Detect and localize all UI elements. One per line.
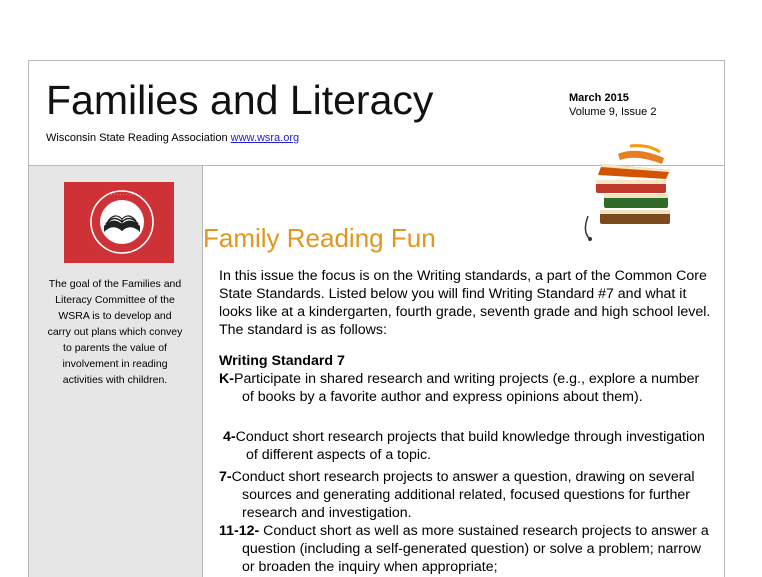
- website-link[interactable]: www.wsra.org: [230, 132, 300, 144]
- wsra-logo: [64, 182, 174, 263]
- frame-right-rule: [724, 60, 725, 577]
- logo-ring-text: · · · · · · · ·: [110, 192, 134, 198]
- association-line: [46, 132, 299, 144]
- item-text: Participate in shared research and writing projects (e.g., explore a number of books by a favorite author and express opinions about them).: [233, 371, 700, 405]
- article-heading: Family Reading Fun: [203, 223, 436, 253]
- association-name: Wisconsin State Reading Association: [46, 132, 228, 144]
- grade-label: K-: [219, 371, 234, 387]
- frame-top-rule: [28, 60, 725, 61]
- standard-item-11-12: [219, 522, 714, 576]
- book-stack-icon: [578, 144, 686, 242]
- goal-statement: The goal of the Families and Literacy Committee of the WSRA is to develop and carry out plans which convey to parents the value of involvement in reading activities with children.: [47, 278, 183, 386]
- article-intro: In this issue the focus is on the Writing standards, a part of the Common Core State Standards. Listed below you will find Writing Standard #7 and what it looks like at a kindergarten, fourth grade, seventh grade and high school level. The standard is as follows:: [219, 268, 711, 338]
- issue-volume: Volume 9, Issue 2: [569, 106, 657, 118]
- newsletter-title: Families and Literacy: [46, 77, 434, 123]
- standard-title: Writing Standard 7: [219, 353, 345, 369]
- grade-label: 11-12-: [219, 523, 260, 539]
- item-text: Conduct short research projects to answer a question, drawing on several sources and generating additional related, focused questions for further research and investigation.: [231, 469, 695, 521]
- grade-label: 4-: [223, 429, 236, 445]
- standard-item-4: [223, 428, 718, 464]
- open-book-logo-icon: [64, 182, 174, 263]
- standard-item-7: [219, 468, 714, 522]
- standard-item-k: [219, 370, 714, 406]
- item-text: Conduct short research projects that build knowledge through investigation of different aspects of a topic.: [235, 429, 705, 463]
- item-text: Conduct short as well as more sustained research projects to answer a question (including a self-generated question) or solve a problem; narrow or broaden the inquiry when appropriate;: [242, 523, 709, 575]
- grade-label: 7-: [219, 469, 232, 485]
- issue-date: March 2015: [569, 92, 629, 104]
